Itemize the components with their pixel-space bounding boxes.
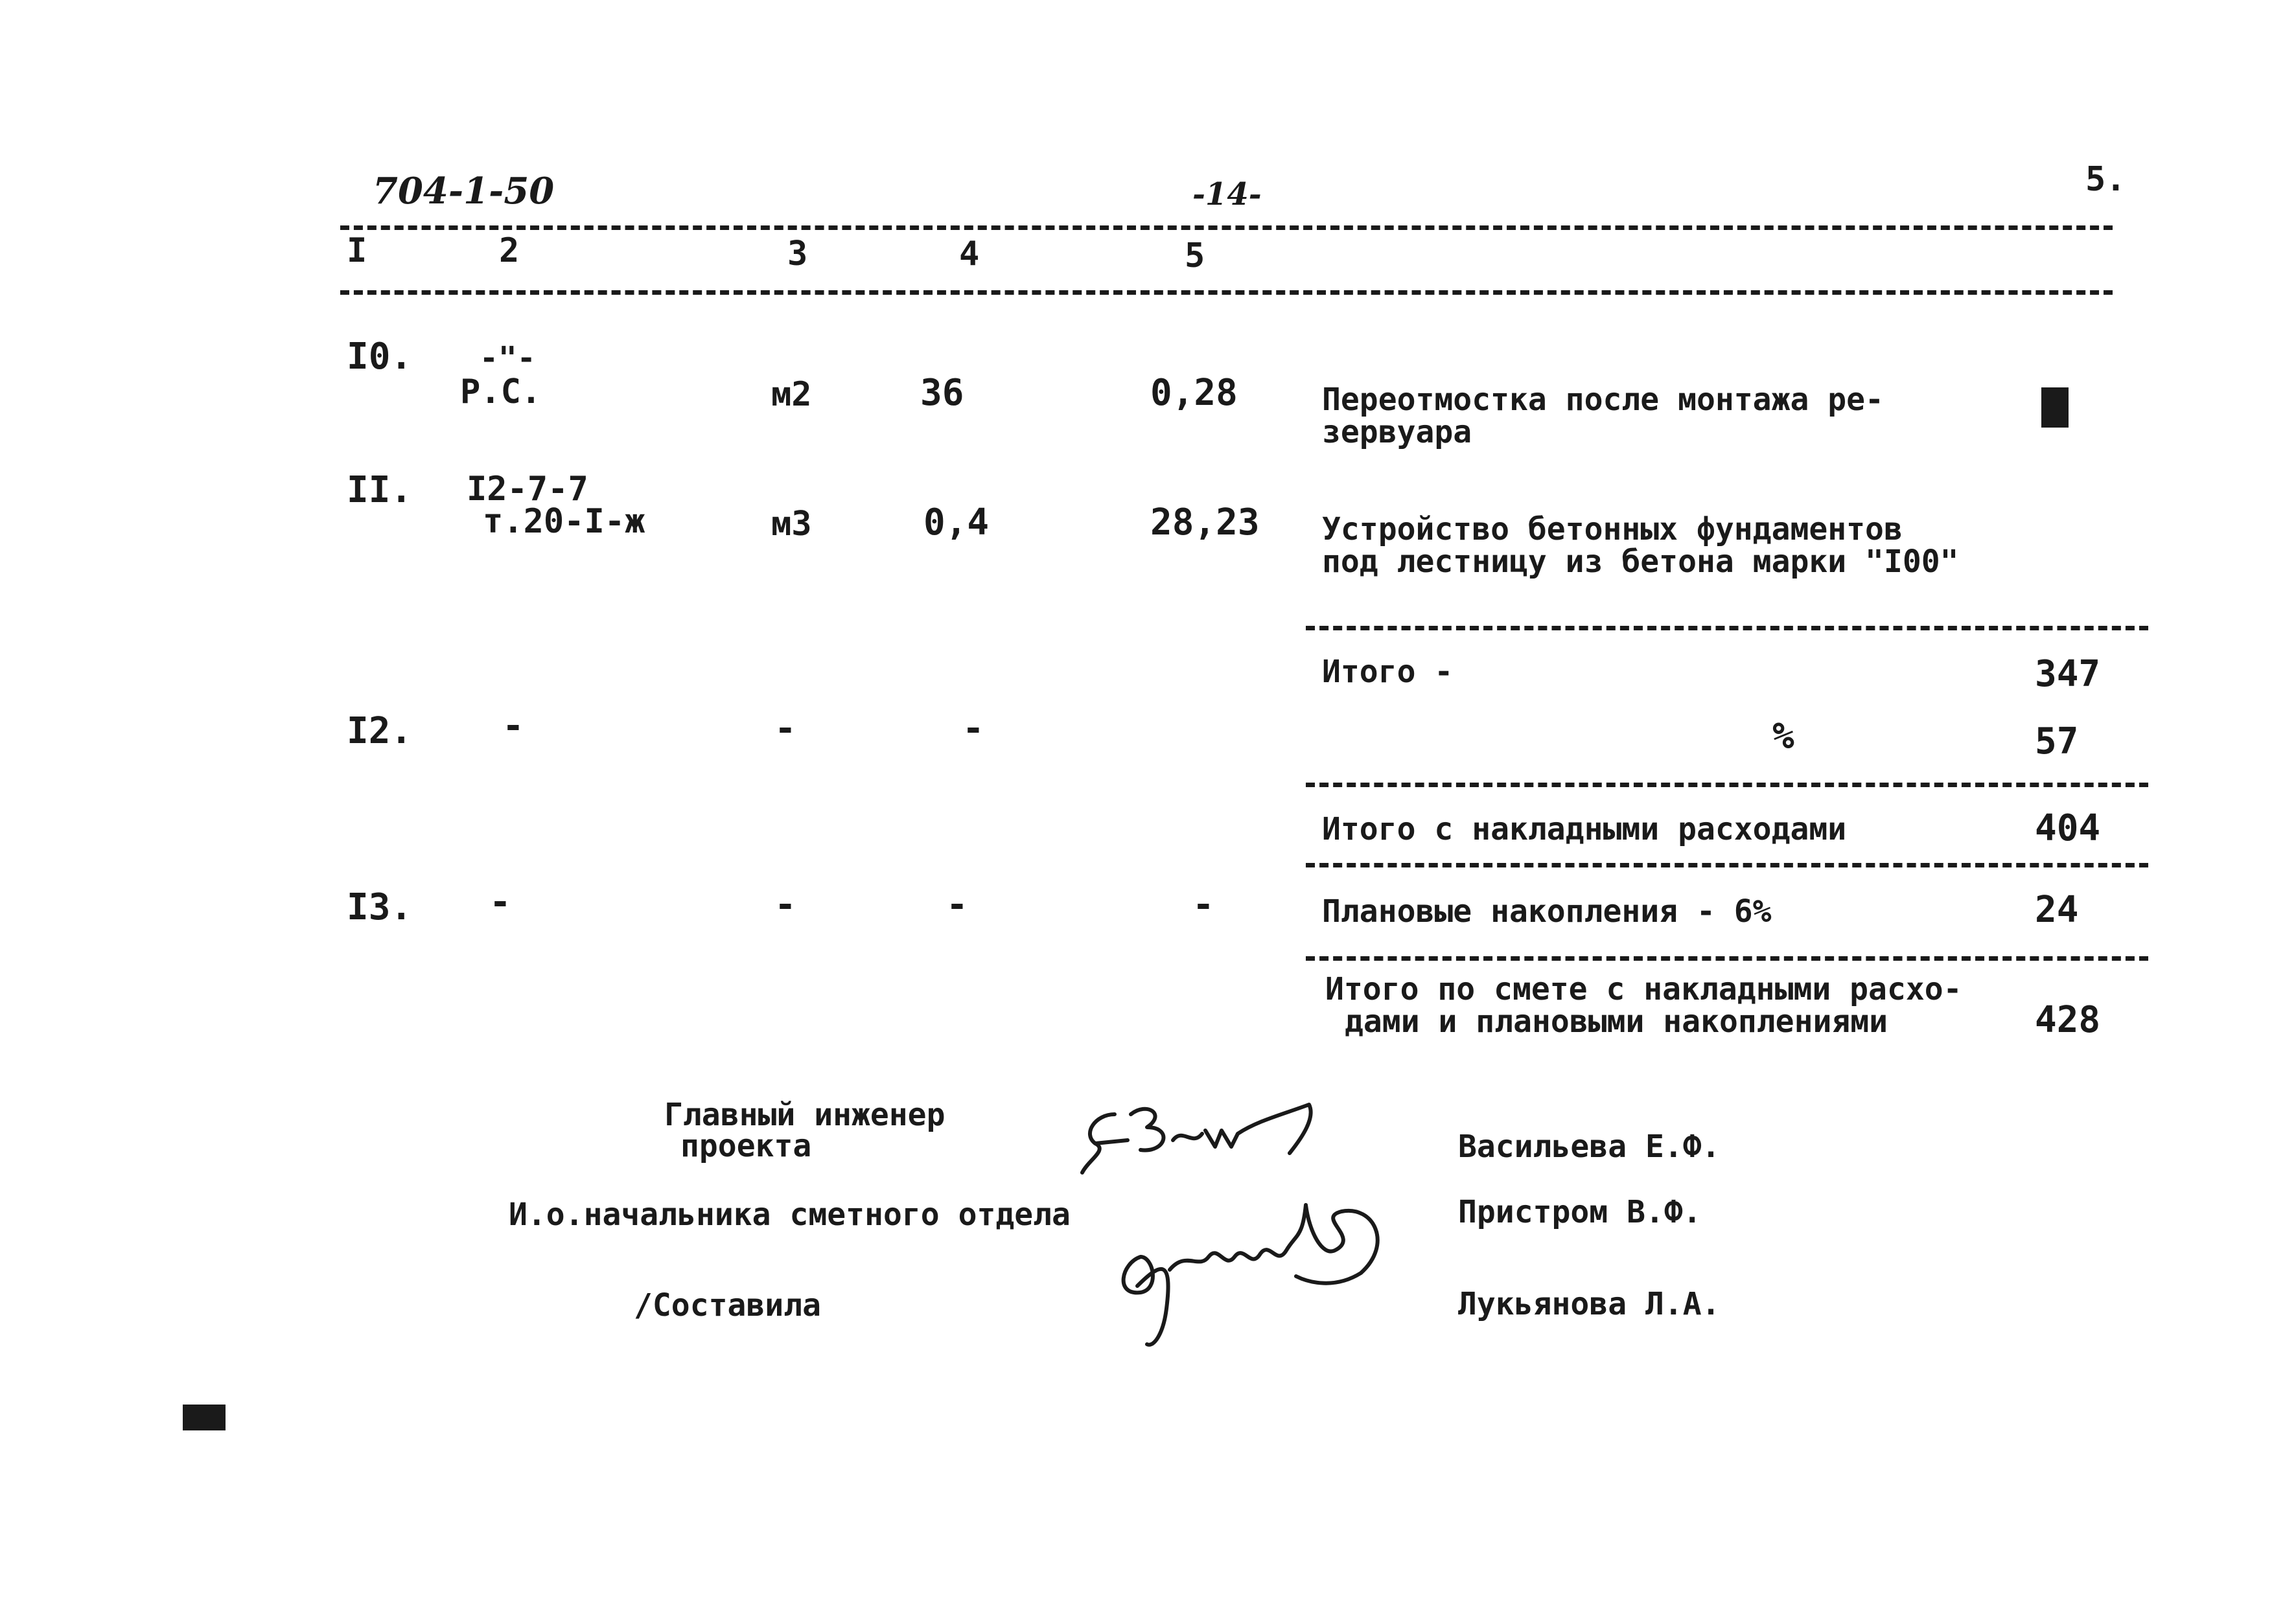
planned-savings-label: Плановые накопления - 6% <box>1322 893 1772 930</box>
row-number: I3. <box>347 886 413 928</box>
grand-total-label: дами и плановыми накоплениями <box>1345 1004 1888 1040</box>
archive-stamp-mark <box>183 1405 226 1430</box>
row-code: -"- <box>480 340 536 376</box>
row-unit: - <box>774 707 796 750</box>
dept-head-signature <box>1102 1160 1413 1354</box>
col-number-1: I <box>347 231 367 270</box>
grand-total-value: 428 <box>2035 999 2101 1041</box>
document-code: 704-1-50 <box>373 170 555 212</box>
grand-total-label: Итого по смете с накладными расхо- <box>1325 971 1962 1007</box>
overhead-percent-value: 57 <box>2035 720 2079 763</box>
row-description: Переотмостка после монтажа ре- <box>1322 382 1884 418</box>
row-code: I2-7-7 <box>467 470 588 509</box>
header-top-divider <box>340 225 2113 230</box>
row-price: - <box>1192 884 1214 926</box>
col-number-3: 3 <box>787 235 808 273</box>
row-price: 0,28 <box>1150 372 1238 414</box>
planned-savings-value: 24 <box>2035 889 2079 931</box>
header-bottom-divider <box>340 290 2113 295</box>
row-description: Устройство бетонных фундаментов <box>1322 511 1903 547</box>
row-quantity: 0,4 <box>923 501 990 544</box>
page-number: -14- <box>1192 176 1262 212</box>
col-number-2: 2 <box>499 231 520 270</box>
col-number-5: 5 <box>1185 236 1205 275</box>
chief-engineer-name: Васильева Е.Ф. <box>1458 1129 1721 1165</box>
chief-engineer-title: Главный инженер <box>664 1097 945 1133</box>
row-number: I2. <box>347 710 413 752</box>
redacted-value-mark <box>2041 387 2069 428</box>
compiler-title: /Составила <box>634 1287 821 1324</box>
compiler-name: Лукьянова Л.А. <box>1458 1286 1721 1322</box>
page-corner-number: 5. <box>2085 160 2126 199</box>
row-code: P.C. <box>460 373 542 411</box>
row-quantity: - <box>946 884 968 926</box>
row-number: I0. <box>347 336 413 378</box>
col-number-4: 4 <box>959 235 980 273</box>
row-quantity: - <box>962 707 984 750</box>
row-description: зервуара <box>1322 414 1472 450</box>
subtotal-value: 347 <box>2035 653 2101 695</box>
overhead-percent-label: % <box>1772 715 1794 757</box>
row-unit: м2 <box>771 375 812 414</box>
subtotal-label: Итого - <box>1322 654 1454 690</box>
row-number: II. <box>347 469 413 511</box>
row-unit: м3 <box>771 505 812 544</box>
totals-divider <box>1306 956 2148 961</box>
overhead-total-label: Итого с накладными расходами <box>1322 811 1847 847</box>
row-price: 28,23 <box>1150 501 1260 544</box>
totals-divider <box>1306 626 2148 630</box>
dept-head-name: Пристром В.Ф. <box>1458 1194 1702 1230</box>
totals-divider <box>1306 863 2148 867</box>
overhead-total-value: 404 <box>2035 807 2101 849</box>
row-code: т.20-I-ж <box>483 502 645 541</box>
dept-head-title: И.о.начальника сметного отдела <box>509 1197 1071 1233</box>
row-quantity: 36 <box>920 372 964 414</box>
row-code: - <box>489 881 511 923</box>
row-unit: - <box>774 884 796 926</box>
row-description: под лестницу из бетона марки "I00" <box>1322 544 1959 580</box>
row-code: - <box>502 705 524 747</box>
totals-divider <box>1306 783 2148 787</box>
chief-engineer-title: проекта <box>680 1128 812 1164</box>
